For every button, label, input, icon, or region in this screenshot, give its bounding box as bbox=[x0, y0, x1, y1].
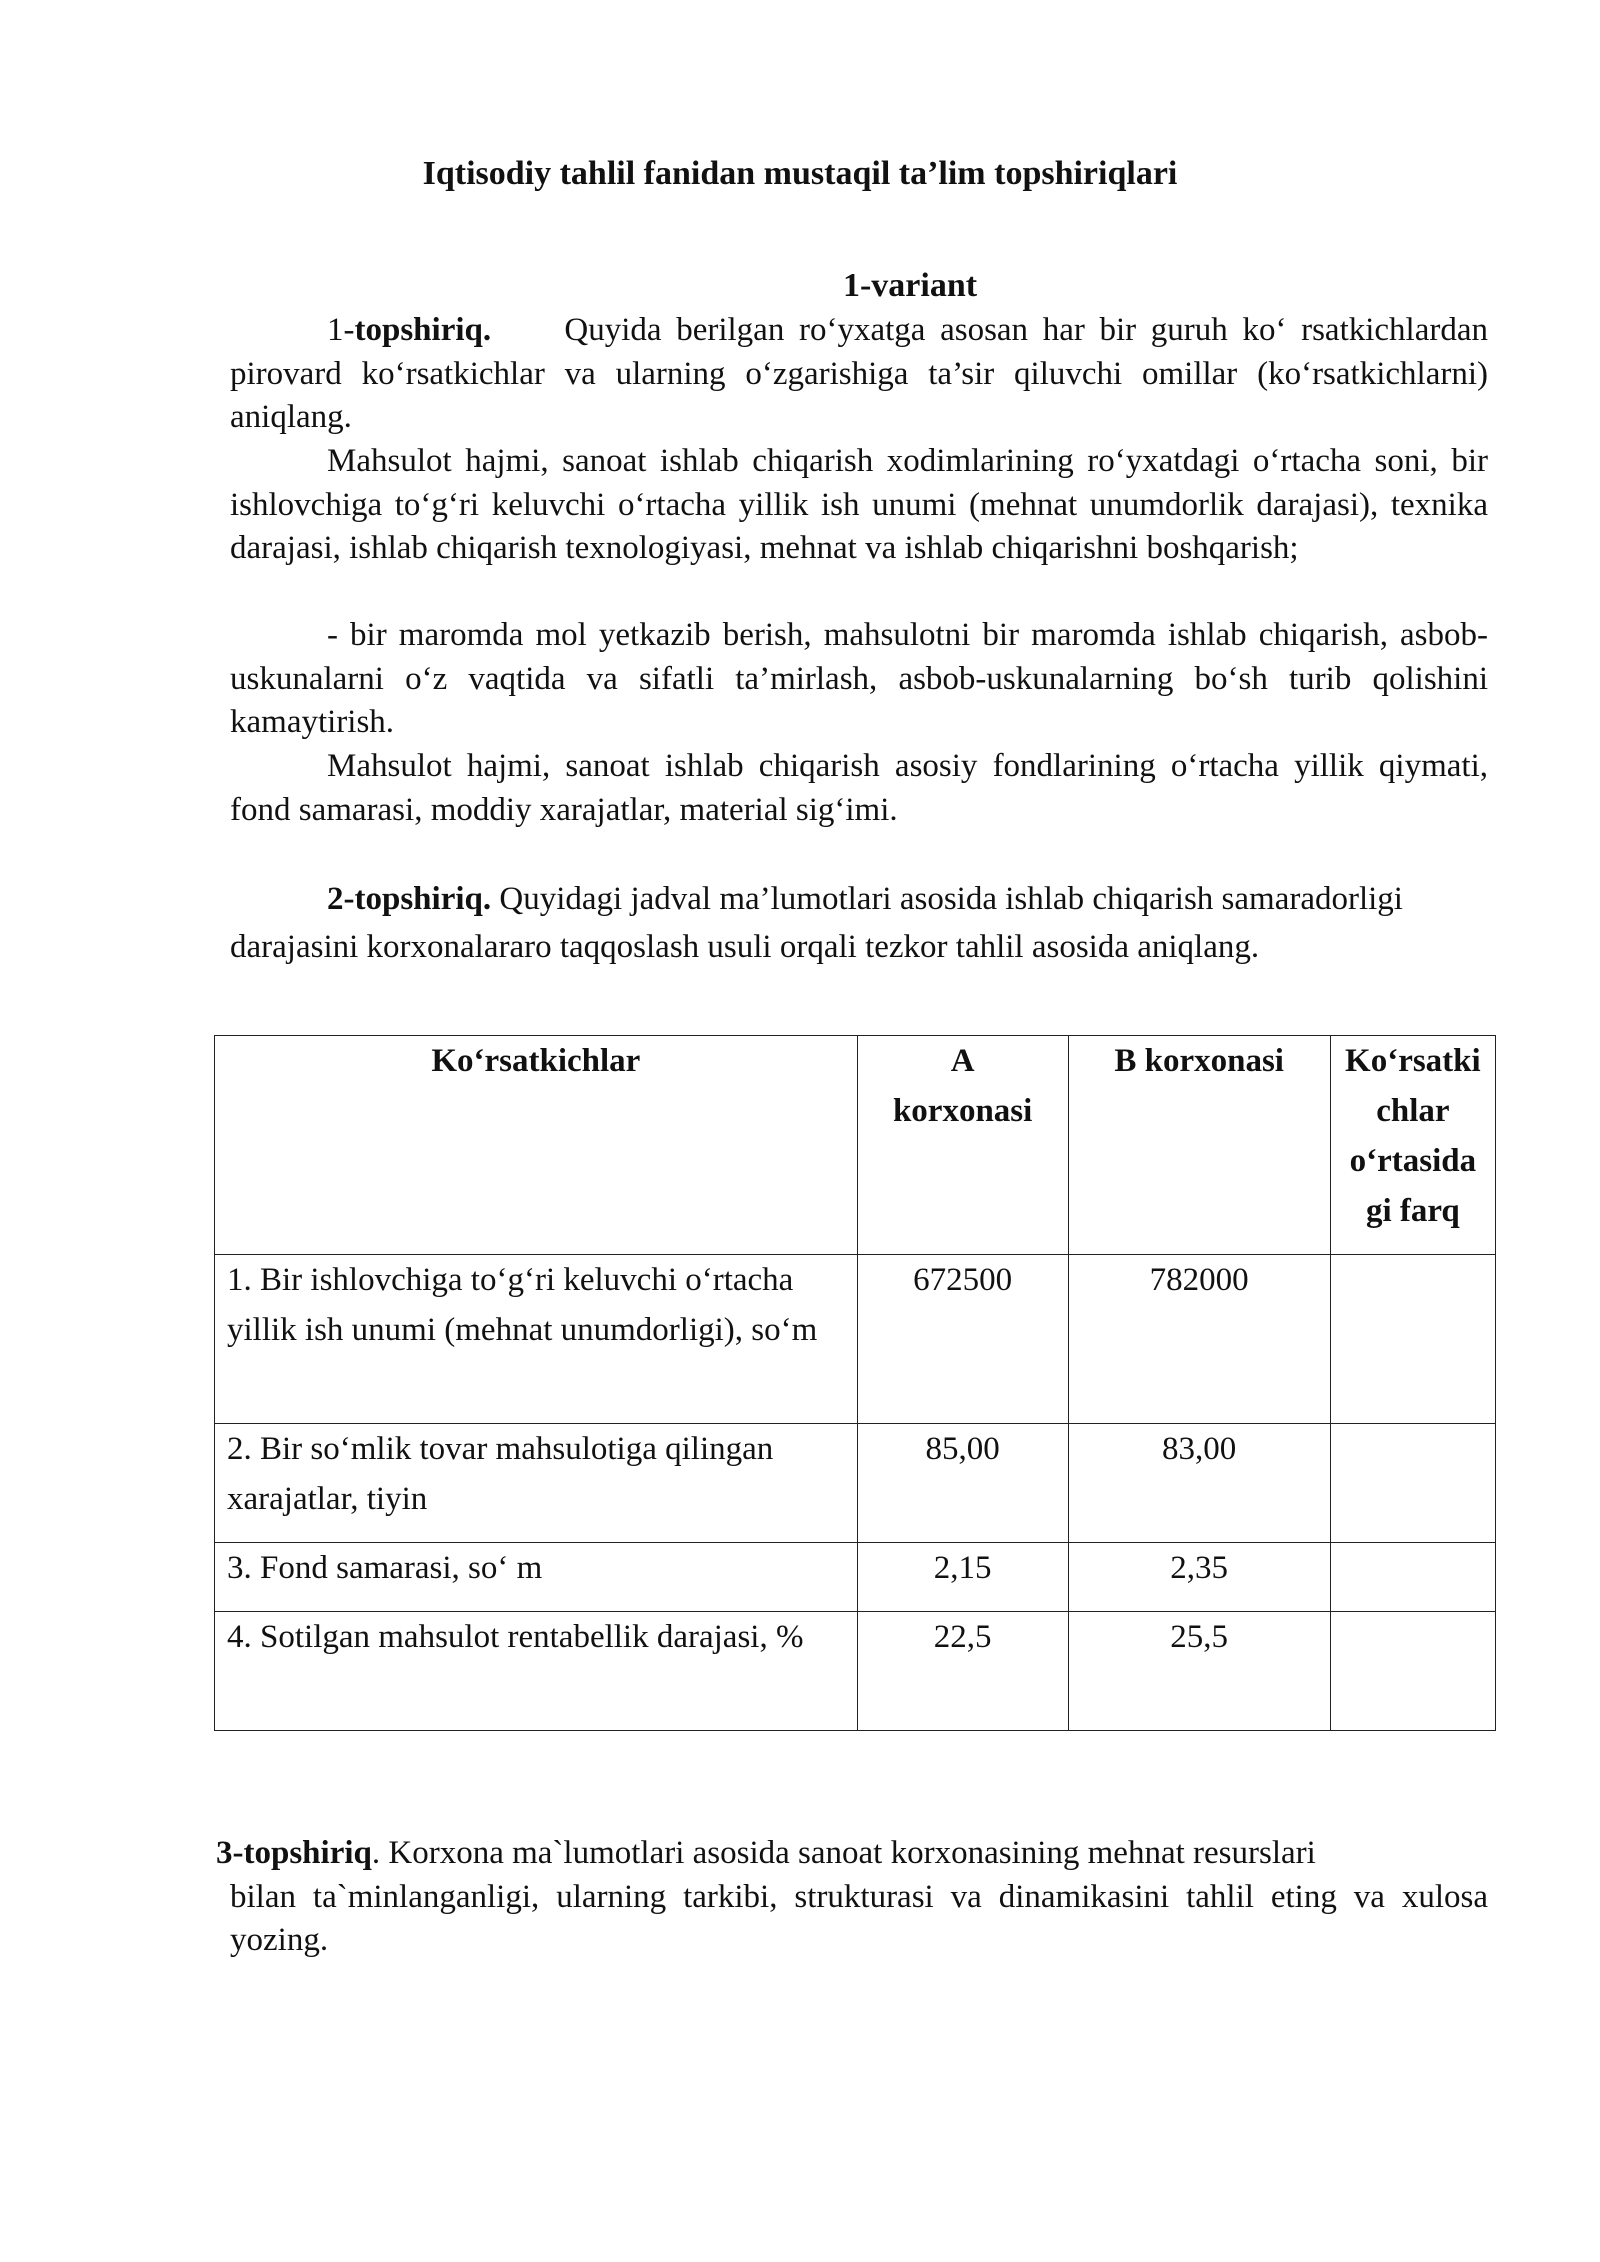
header-company-a bbox=[857, 1036, 1068, 1255]
task1-item-3 bbox=[230, 745, 1488, 832]
task3-text-rest: bilan ta`minlanganligi, ularning tarkibi, strukturasi va dinamikasini tahlil eting va xulosa yozing. bbox=[230, 1878, 1488, 1958]
task1-label: topshiriq. bbox=[354, 312, 492, 348]
task1-item-2 bbox=[230, 614, 1488, 745]
row-difference bbox=[1330, 1612, 1495, 1731]
header-indicators: Ko‘rsatkichlar bbox=[215, 1036, 858, 1255]
task1-item-text: Mahsulot hajmi, sanoat ishlab chiqarish xodimlarining ro‘yxatdagi o‘rtacha soni, bir ishlovchiga to‘g‘ri keluvchi o‘rtacha yillik ish unumi (mehnat unumdorlik darajasi), texnika darajasi, ishlab chiqarish texnologiyasi, mehnat va ishlab chiqarishni boshqarish; bbox=[230, 443, 1488, 566]
header-difference-line: chlar bbox=[1376, 1093, 1450, 1129]
table-row bbox=[215, 1255, 1496, 1424]
task3-paragraph bbox=[216, 1832, 1488, 1963]
row-value-b: 2,35 bbox=[1068, 1543, 1330, 1612]
task2-label: 2-topshiriq. bbox=[327, 881, 492, 917]
table-row bbox=[215, 1543, 1496, 1612]
header-company-a-line: korxonasi bbox=[892, 1093, 1033, 1129]
row-difference bbox=[1330, 1543, 1495, 1612]
table-row bbox=[215, 1424, 1496, 1543]
row-value-a: 2,15 bbox=[857, 1543, 1068, 1612]
task1-item-text: Mahsulot hajmi, sanoat ishlab chiqarish asosiy fondlarining o‘rtacha yillik qiymati, fond samarasi, moddiy xarajatlar, material sig‘imi. bbox=[230, 748, 1488, 828]
task1-text: Quyida berilgan ro‘yxatga asosan har bir guruh ko‘ rsatkichlardan pirovard ko‘rsatkichlar va ularning o‘zgarishiga ta’sir qiluvchi omillar (ko‘rsatkichlarni) aniqlang. bbox=[230, 312, 1489, 435]
task3-text-first: . Korxona ma`lumotlari asosida sanoat korxonasining mehnat resurslari bbox=[371, 1835, 1316, 1871]
header-company-a-line: A bbox=[950, 1043, 975, 1079]
document-title: Iqtisodiy tahlil fanidan mustaqil ta’lim topshiriqlari bbox=[422, 155, 1178, 192]
task3-label: 3-topshiriq bbox=[216, 1835, 372, 1871]
comparison-table bbox=[214, 1035, 1496, 1731]
row-value-a: 672500 bbox=[857, 1255, 1068, 1424]
table-row bbox=[215, 1612, 1496, 1731]
task2-text: Quyidagi jadval ma’lumotlari asosida ishlab chiqarish samaradorligi darajasini korxonalararo taqqoslash usuli orqali tezkor tahlil asosida aniqlang. bbox=[230, 881, 1403, 965]
row-value-b: 25,5 bbox=[1068, 1612, 1330, 1731]
header-company-b: B korxonasi bbox=[1068, 1036, 1330, 1255]
variant-heading: 1-variant bbox=[842, 267, 978, 304]
row-value-b: 782000 bbox=[1068, 1255, 1330, 1424]
header-difference-line: gi farq bbox=[1365, 1193, 1460, 1229]
task2-paragraph bbox=[230, 875, 1488, 971]
task1-number: 1- bbox=[327, 312, 355, 348]
header-difference bbox=[1330, 1036, 1495, 1255]
task1-item-text: - bir maromda mol yetkazib berish, mahsulotni bir maromda ishlab chiqarish, asbob-uskunalarni o‘z vaqtida va sifatli ta’mirlash, asbob-uskunalarning bo‘sh turib qolishini kamaytirish. bbox=[230, 617, 1488, 740]
row-indicator: 2. Bir so‘mlik tovar mahsulotiga qilingan xarajatlar, tiyin bbox=[215, 1424, 858, 1543]
row-difference bbox=[1330, 1255, 1495, 1424]
table-header-row bbox=[215, 1036, 1496, 1255]
row-indicator: 1. Bir ishlovchiga to‘g‘ri keluvchi o‘rtacha yillik ish unumi (mehnat unumdorligi), so‘m bbox=[215, 1255, 858, 1424]
row-value-a: 22,5 bbox=[857, 1612, 1068, 1731]
row-indicator: 3. Fond samarasi, so‘ m bbox=[215, 1543, 858, 1612]
task1-paragraph bbox=[230, 309, 1488, 440]
header-difference-line: Ko‘rsatki bbox=[1345, 1043, 1481, 1079]
row-value-a: 85,00 bbox=[857, 1424, 1068, 1543]
row-value-b: 83,00 bbox=[1068, 1424, 1330, 1543]
header-difference-line: o‘rtasida bbox=[1349, 1143, 1477, 1179]
task1-item-1 bbox=[230, 440, 1488, 571]
row-indicator: 4. Sotilgan mahsulot rentabellik darajasi, % bbox=[215, 1612, 858, 1731]
row-difference bbox=[1330, 1424, 1495, 1543]
